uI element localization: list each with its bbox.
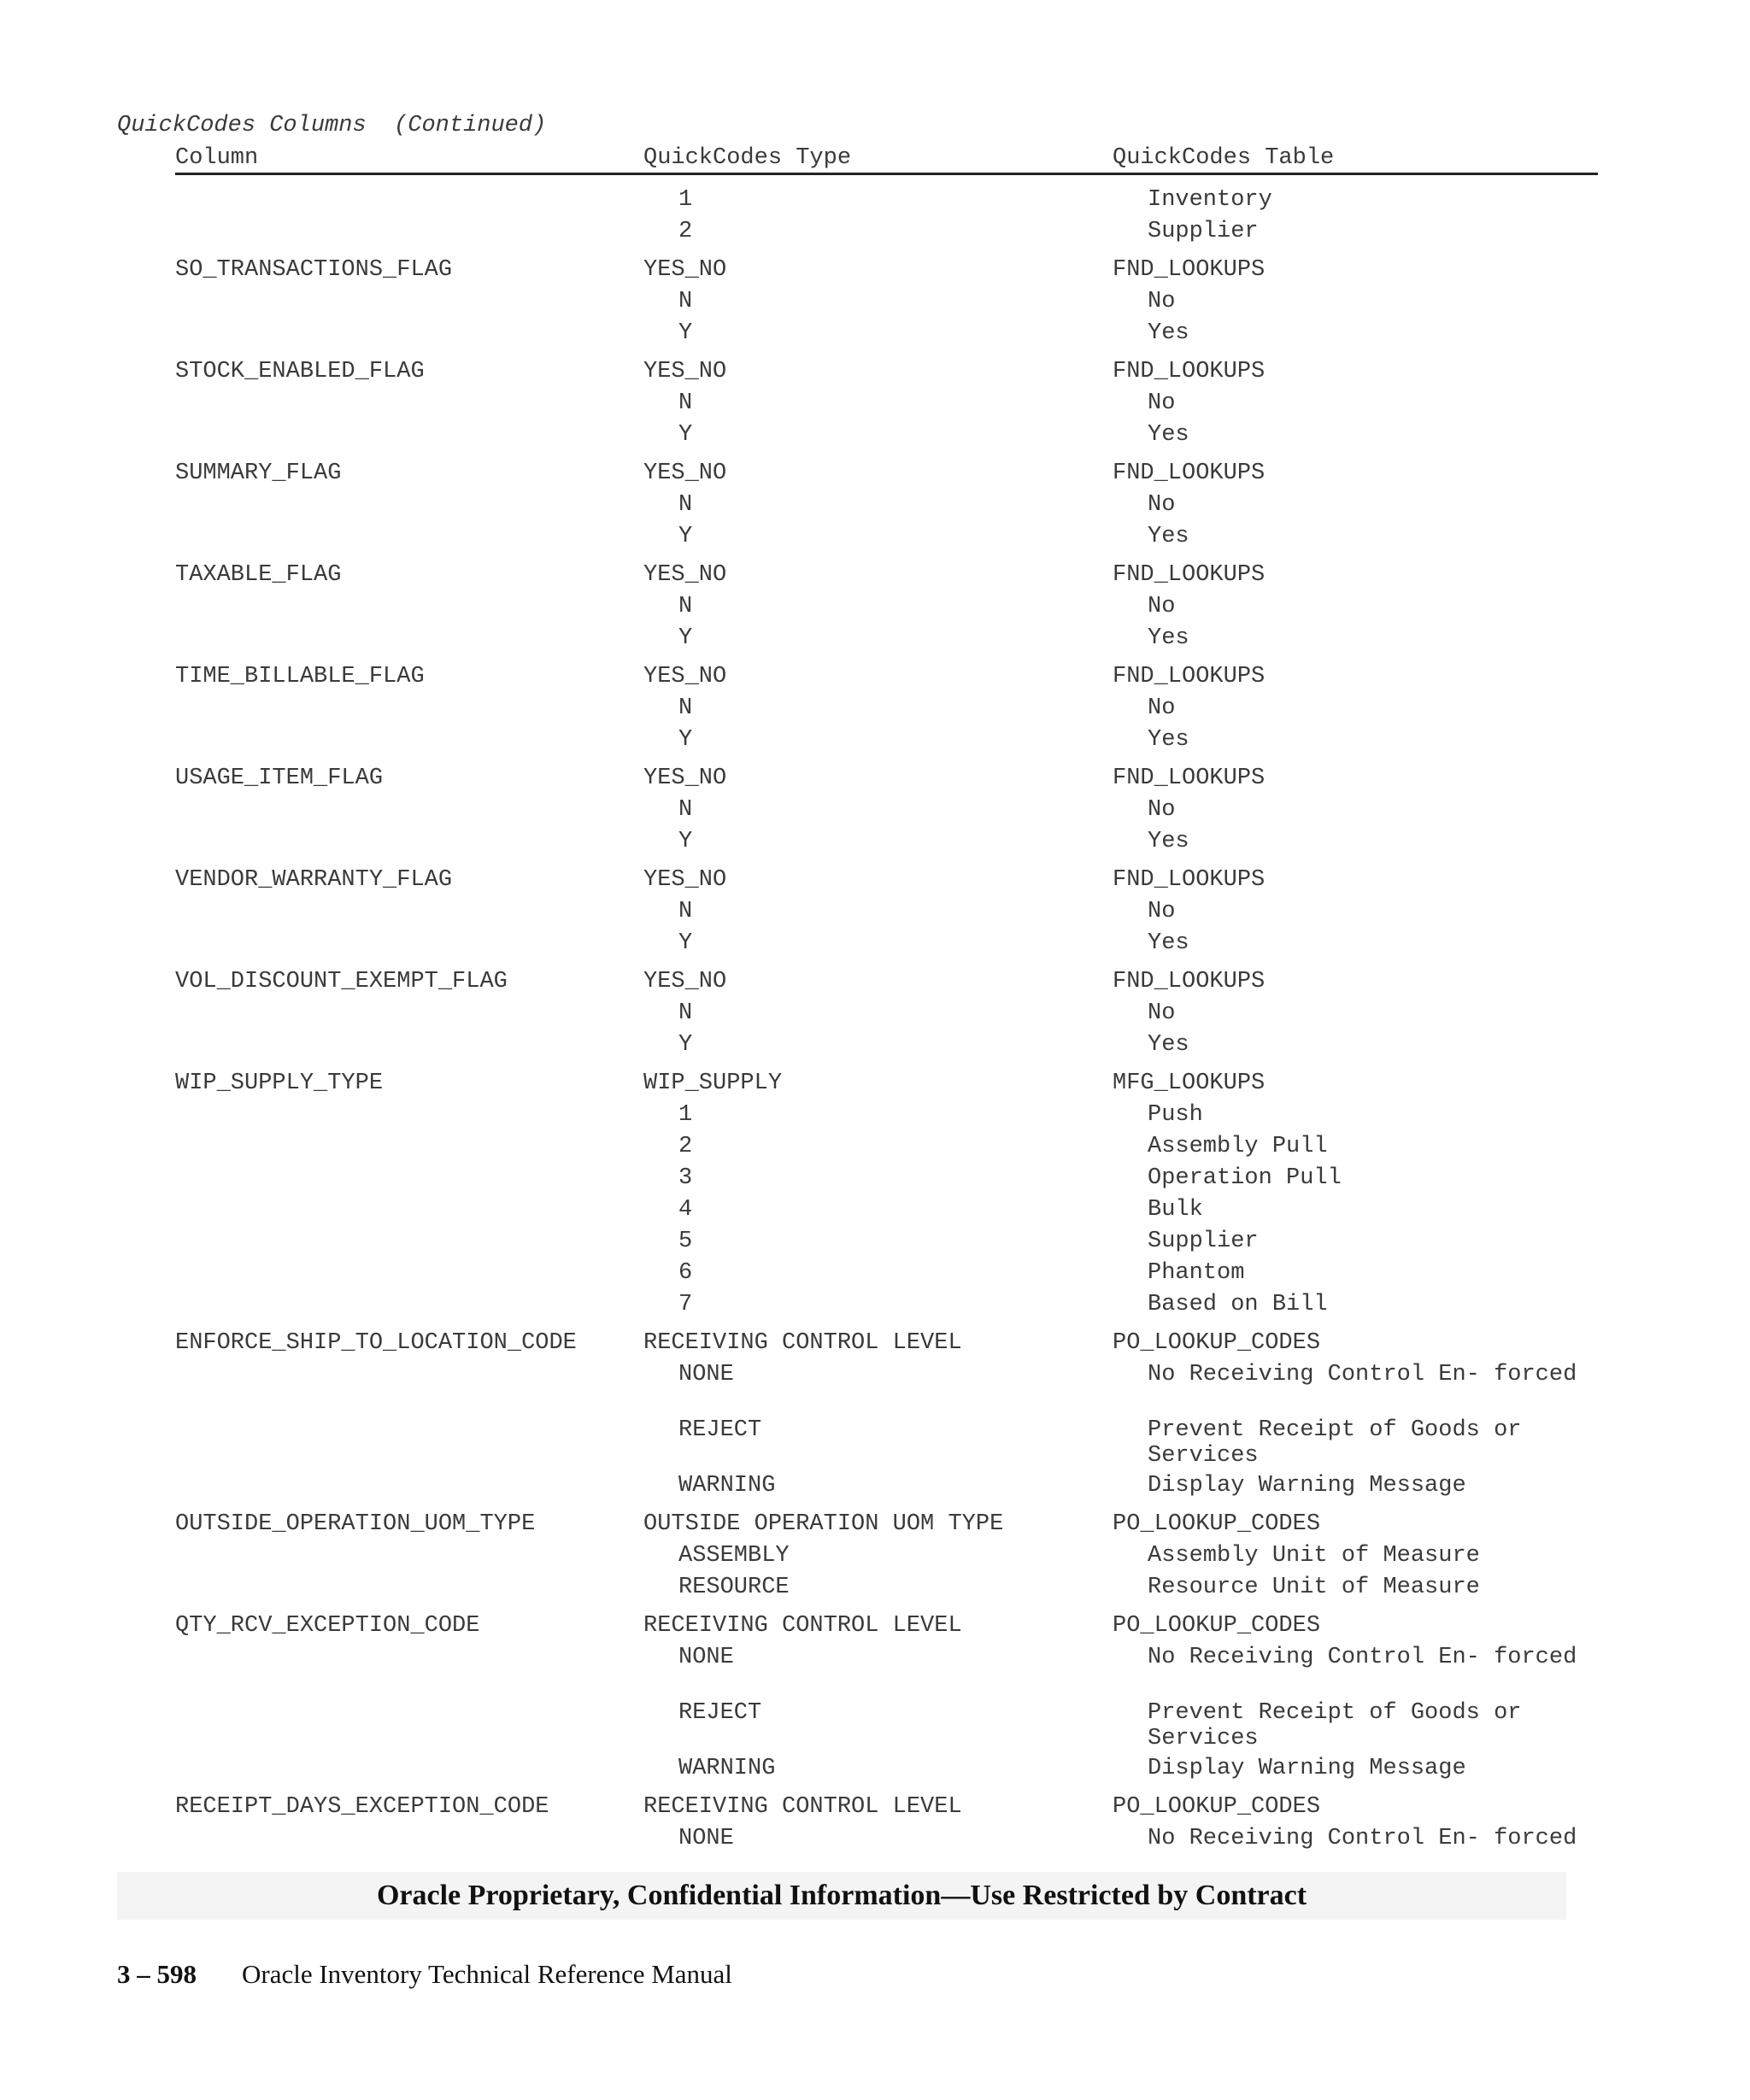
quickcodes-type: YES_NO bbox=[643, 867, 727, 893]
lookup-value-line bbox=[175, 1822, 1598, 1878]
lookup-code: ASSEMBLY bbox=[678, 1543, 790, 1569]
row-header-line bbox=[175, 1508, 1598, 1540]
lookup-code: NONE bbox=[678, 1645, 734, 1670]
quickcodes-table: FND_LOOKUPS bbox=[1113, 766, 1266, 791]
row-header-line bbox=[175, 1791, 1598, 1822]
lookup-value-line bbox=[175, 1130, 1598, 1162]
lookup-meaning: Resource Unit of Measure bbox=[1148, 1575, 1480, 1600]
quickcodes-table: FND_LOOKUPS bbox=[1113, 867, 1266, 893]
lookup-code: WARNING bbox=[678, 1756, 776, 1781]
lookup-meaning: No bbox=[1148, 797, 1176, 823]
lookup-meaning: Yes bbox=[1148, 727, 1189, 753]
quickcodes-table: FND_LOOKUPS bbox=[1113, 969, 1266, 994]
lookup-meaning: Prevent Receipt of Goods or Services bbox=[1148, 1700, 1522, 1751]
quickcodes-type: YES_NO bbox=[643, 766, 727, 791]
lookup-code: 2 bbox=[678, 219, 693, 244]
lookup-meaning: Display Warning Message bbox=[1148, 1473, 1466, 1499]
row-header-line bbox=[175, 864, 1598, 895]
column-name: SO_TRANSACTIONS_FLAG bbox=[175, 257, 453, 283]
lookup-value-line bbox=[175, 927, 1598, 959]
lookup-code: Y bbox=[678, 1032, 693, 1058]
lookup-meaning: Display Warning Message bbox=[1148, 1756, 1466, 1781]
lookup-meaning: No bbox=[1148, 899, 1176, 924]
lookup-code: N bbox=[678, 390, 693, 416]
lookup-value-line bbox=[175, 1752, 1598, 1784]
lookup-code: 3 bbox=[678, 1165, 693, 1191]
lookup-meaning: Yes bbox=[1148, 320, 1189, 346]
lookup-code: WARNING bbox=[678, 1473, 776, 1499]
lookup-meaning: Supplier bbox=[1148, 1229, 1259, 1254]
lookup-code: REJECT bbox=[678, 1417, 762, 1443]
quickcodes-table: FND_LOOKUPS bbox=[1113, 664, 1266, 689]
lookup-value-line bbox=[175, 215, 1598, 247]
lookup-code: 5 bbox=[678, 1229, 693, 1254]
table-row bbox=[175, 1067, 1598, 1327]
column-name: VOL_DISCOUNT_EXEMPT_FLAG bbox=[175, 969, 508, 994]
lookup-value-line bbox=[175, 1697, 1598, 1752]
lookup-value-line bbox=[175, 1540, 1598, 1571]
lookup-value-line bbox=[175, 1414, 1598, 1469]
quickcodes-type: YES_NO bbox=[643, 460, 727, 486]
quickcodes-table: MFG_LOOKUPS bbox=[1113, 1071, 1266, 1096]
table-row bbox=[175, 1610, 1598, 1791]
row-header-line bbox=[175, 965, 1598, 997]
lookup-value-line bbox=[175, 997, 1598, 1029]
lookup-code: Y bbox=[678, 930, 693, 956]
lookup-value-line bbox=[175, 794, 1598, 825]
lookup-meaning: Prevent Receipt of Goods or Services bbox=[1148, 1417, 1522, 1469]
lookup-code: NONE bbox=[678, 1362, 734, 1387]
lookup-code: N bbox=[678, 1000, 693, 1026]
header-column: Column bbox=[175, 145, 259, 171]
column-name: TIME_BILLABLE_FLAG bbox=[175, 664, 425, 689]
lookup-value-line bbox=[175, 895, 1598, 927]
quickcodes-type: YES_NO bbox=[643, 257, 727, 283]
lookup-meaning: Yes bbox=[1148, 524, 1189, 549]
quickcodes-type: RECEIVING CONTROL LEVEL bbox=[643, 1613, 962, 1639]
lookup-meaning: Assembly Pull bbox=[1148, 1134, 1328, 1159]
table-row bbox=[175, 1791, 1598, 1885]
lookup-value-line bbox=[175, 590, 1598, 622]
lookup-value-line bbox=[175, 387, 1598, 419]
lookup-code: 4 bbox=[678, 1197, 693, 1223]
lookup-value-line bbox=[175, 1225, 1598, 1257]
lookup-meaning: Yes bbox=[1148, 422, 1189, 448]
row-header-line bbox=[175, 254, 1598, 285]
lookup-code: 7 bbox=[678, 1292, 693, 1317]
lookup-meaning: Based on Bill bbox=[1148, 1292, 1328, 1317]
quickcodes-type: YES_NO bbox=[643, 562, 727, 588]
lookup-value-line bbox=[175, 1029, 1598, 1060]
table-row bbox=[175, 184, 1598, 254]
quickcodes-type: YES_NO bbox=[643, 359, 727, 384]
lookup-meaning: Yes bbox=[1148, 625, 1189, 651]
lookup-code: REJECT bbox=[678, 1700, 762, 1726]
table-row bbox=[175, 355, 1598, 457]
table-row bbox=[175, 660, 1598, 762]
row-header-line bbox=[175, 559, 1598, 590]
lookup-meaning: Bulk bbox=[1148, 1197, 1203, 1223]
lookup-code: 1 bbox=[678, 1102, 693, 1128]
lookup-meaning: Assembly Unit of Measure bbox=[1148, 1543, 1480, 1569]
row-header-line bbox=[175, 1067, 1598, 1099]
quickcodes-table: FND_LOOKUPS bbox=[1113, 257, 1266, 283]
lookup-code: Y bbox=[678, 727, 693, 753]
lookup-value-line bbox=[175, 1358, 1598, 1414]
lookup-value-line bbox=[175, 489, 1598, 520]
lookup-value-line bbox=[175, 1099, 1598, 1130]
table-row bbox=[175, 457, 1598, 559]
lookup-value-line bbox=[175, 692, 1598, 724]
quickcodes-type: YES_NO bbox=[643, 969, 727, 994]
row-header-line bbox=[175, 762, 1598, 794]
header-quickcodes-type: QuickCodes Type bbox=[643, 145, 852, 171]
lookup-code: NONE bbox=[678, 1826, 734, 1851]
lookup-meaning: Operation Pull bbox=[1148, 1165, 1342, 1191]
lookup-code: Y bbox=[678, 625, 693, 651]
lookup-meaning: No bbox=[1148, 289, 1176, 314]
table-row bbox=[175, 254, 1598, 355]
lookup-code: N bbox=[678, 797, 693, 823]
table-row bbox=[175, 864, 1598, 965]
lookup-code: N bbox=[678, 594, 693, 619]
quickcodes-table: PO_LOOKUP_CODES bbox=[1113, 1794, 1321, 1820]
quickcodes-table-body bbox=[175, 184, 1598, 1885]
lookup-value-line bbox=[175, 1469, 1598, 1501]
column-name: WIP_SUPPLY_TYPE bbox=[175, 1071, 384, 1096]
lookup-code: N bbox=[678, 695, 693, 721]
lookup-code: RESOURCE bbox=[678, 1575, 790, 1600]
quickcodes-table: FND_LOOKUPS bbox=[1113, 359, 1266, 384]
column-name: STOCK_ENABLED_FLAG bbox=[175, 359, 425, 384]
table-header bbox=[175, 144, 1598, 175]
lookup-meaning: Yes bbox=[1148, 1032, 1189, 1058]
lookup-meaning: Yes bbox=[1148, 930, 1189, 956]
row-header-line bbox=[175, 660, 1598, 692]
lookup-value-line bbox=[175, 1257, 1598, 1288]
lookup-meaning: Phantom bbox=[1148, 1260, 1245, 1286]
lookup-value-line bbox=[175, 419, 1598, 450]
lookup-code: N bbox=[678, 899, 693, 924]
lookup-value-line bbox=[175, 1571, 1598, 1603]
lookup-meaning: No Receiving Control En- forced bbox=[1148, 1645, 1577, 1670]
lookup-code: 1 bbox=[678, 187, 693, 213]
lookup-code: Y bbox=[678, 422, 693, 448]
lookup-value-line bbox=[175, 285, 1598, 317]
lookup-meaning: Supplier bbox=[1148, 219, 1259, 244]
table-row bbox=[175, 1508, 1598, 1610]
lookup-meaning: No bbox=[1148, 390, 1176, 416]
lookup-meaning: No Receiving Control En- forced bbox=[1148, 1362, 1577, 1387]
page-number: 3 – 598 bbox=[117, 1959, 197, 1989]
lookup-code: Y bbox=[678, 524, 693, 549]
column-name: ENFORCE_SHIP_TO_LOCATION_CODE bbox=[175, 1330, 577, 1356]
column-name: SUMMARY_FLAG bbox=[175, 460, 342, 486]
lookup-meaning: Push bbox=[1148, 1102, 1203, 1128]
lookup-meaning: No bbox=[1148, 695, 1176, 721]
header-quickcodes-table: QuickCodes Table bbox=[1113, 145, 1335, 171]
lookup-value-line bbox=[175, 622, 1598, 654]
lookup-value-line bbox=[175, 825, 1598, 857]
lookup-meaning: Inventory bbox=[1148, 187, 1272, 213]
lookup-code: Y bbox=[678, 829, 693, 854]
lookup-code: Y bbox=[678, 320, 693, 346]
lookup-meaning: Yes bbox=[1148, 829, 1189, 854]
column-name: RECEIPT_DAYS_EXCEPTION_CODE bbox=[175, 1794, 549, 1820]
confidential-notice: Oracle Proprietary, Confidential Information––Use Restricted by Contract bbox=[117, 1872, 1566, 1920]
quickcodes-table: FND_LOOKUPS bbox=[1113, 460, 1266, 486]
lookup-value-line bbox=[175, 1288, 1598, 1320]
quickcodes-type: WIP_SUPPLY bbox=[643, 1071, 783, 1096]
lookup-value-line bbox=[175, 1162, 1598, 1194]
lookup-code: N bbox=[678, 492, 693, 518]
lookup-meaning: No bbox=[1148, 1000, 1176, 1026]
table-row bbox=[175, 965, 1598, 1067]
quickcodes-type: YES_NO bbox=[643, 664, 727, 689]
column-name: QTY_RCV_EXCEPTION_CODE bbox=[175, 1613, 480, 1639]
lookup-value-line bbox=[175, 520, 1598, 552]
quickcodes-table: FND_LOOKUPS bbox=[1113, 562, 1266, 588]
lookup-value-line bbox=[175, 1641, 1598, 1697]
table-caption: QuickCodes Columns (Continued) bbox=[117, 113, 547, 138]
table-row bbox=[175, 762, 1598, 864]
row-header-line bbox=[175, 1327, 1598, 1358]
quickcodes-type: RECEIVING CONTROL LEVEL bbox=[643, 1330, 962, 1356]
row-header-line bbox=[175, 355, 1598, 387]
lookup-value-line bbox=[175, 184, 1598, 215]
lookup-meaning: No Receiving Control En- forced bbox=[1148, 1826, 1577, 1851]
lookup-value-line bbox=[175, 724, 1598, 755]
table-row bbox=[175, 1327, 1598, 1508]
lookup-code: N bbox=[678, 289, 693, 314]
quickcodes-table: PO_LOOKUP_CODES bbox=[1113, 1613, 1321, 1639]
manual-title: Oracle Inventory Technical Reference Manual bbox=[242, 1959, 732, 1989]
lookup-code: 2 bbox=[678, 1134, 693, 1159]
quickcodes-type: RECEIVING CONTROL LEVEL bbox=[643, 1794, 962, 1820]
quickcodes-table: PO_LOOKUP_CODES bbox=[1113, 1511, 1321, 1537]
quickcodes-type: OUTSIDE OPERATION UOM TYPE bbox=[643, 1511, 1004, 1537]
table-row bbox=[175, 559, 1598, 660]
lookup-value-line bbox=[175, 317, 1598, 349]
lookup-meaning: No bbox=[1148, 492, 1176, 518]
column-name: USAGE_ITEM_FLAG bbox=[175, 766, 384, 791]
quickcodes-table: PO_LOOKUP_CODES bbox=[1113, 1330, 1321, 1356]
column-name: OUTSIDE_OPERATION_UOM_TYPE bbox=[175, 1511, 536, 1537]
lookup-meaning: No bbox=[1148, 594, 1176, 619]
lookup-code: 6 bbox=[678, 1260, 693, 1286]
row-header-line bbox=[175, 1610, 1598, 1641]
lookup-value-line bbox=[175, 1194, 1598, 1225]
row-header-line bbox=[175, 457, 1598, 489]
column-name: TAXABLE_FLAG bbox=[175, 562, 342, 588]
column-name: VENDOR_WARRANTY_FLAG bbox=[175, 867, 453, 893]
